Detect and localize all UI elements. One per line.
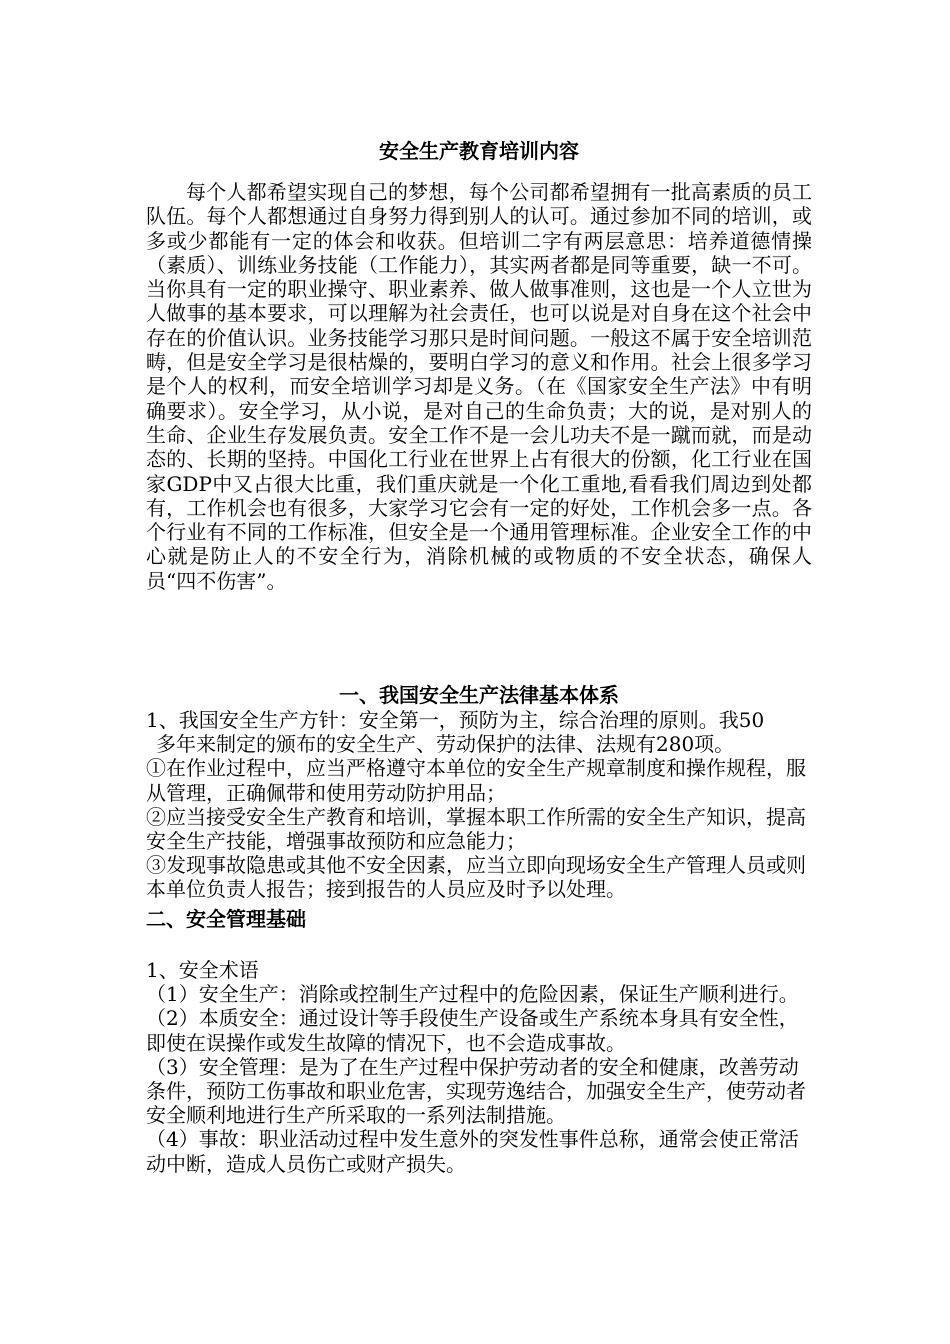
section2-term-4: （4）事故：职业活动过程中发生意外的突发性事件总称，通常会使正常活动中断，造成人员伤亡或财产损失。	[146, 1127, 799, 1176]
section1-body	[146, 708, 812, 902]
section2-term-3: （3）安全管理：是为了在生产过程中保护劳动者的安全和健康，改善劳动条件，预防工伤事故和职业危害，实现劳逸结合，加强安全生产，使劳动者安全顺利地进行生产所采取的一系列法制措施。	[146, 1054, 806, 1128]
section2-body	[146, 958, 812, 1176]
section1-item-3: ③发现事故隐患或其他不安全因素，应当立即向现场安全生产管理人员或则本单位负责人报告；接到报告的人员应及时予以处理。	[146, 853, 806, 902]
section1-policy-line1: 1、我国安全生产方针：安全第一，预防为主，综合治理的原则。我50	[146, 708, 765, 732]
document-title: 安全生产教育培训内容	[379, 139, 579, 163]
section1-heading: 一、我国安全生产法律基本体系	[339, 683, 619, 707]
section1-policy-line2: 多年来制定的颁布的安全生产、劳动保护的法律、法规有280项。	[156, 732, 735, 757]
intro-paragraph: 每个人都希望实现自己的梦想，每个公司都希望拥有一批高素质的员工队伍。每个人都想通过自身努力得到别人的认可。通过参加不同的培训，或多或少都能有一定的体会和收获。但培训二字有两层意思：培养道德情操（素质）、训练业务技能（工作能力），其实两者都是同等重要，缺一不可。当你具有一定的职业操守、职业素养、做人做事准则，这也是一个人立世为人做事的基本要求，可以理解为社会责任，也可以说是对自身在这个社会中存在的价值认识。业务技能学习那只是时间问题。一般这不属于安全培训范畴，但是安全学习是很枯燥的，要明白学习的意义和作用。社会上很多学习是个人的权利，而安全培训学习却是义务。（在《国家安全生产法》中有明确要求）。安全学习，从小说，是对自己的生命负责；大的说，是对别人的生命、企业生存发展负责。安全工作不是一会儿功夫不是一蹴而就，而是动态的、长期的坚持。中国化工行业在世界上占有很大的份额，化工行业在国家GDP中又占很大比重，我们重庆就是一个化工重地,看看我们周边到处都有，工作机会也有很多，大家学习它会有一定的好处，工作机会多一点。各个行业有不同的工作标准，但安全是一个通用管理标准。企业安全工作的中心就是防止人的不安全行为，消除机械的或物质的不安全状态，确保人员“四不伤害”。	[146, 180, 812, 593]
section2-term-2: （2）本质安全：通过设计等手段使生产设备或生产系统本身具有安全性，即使在误操作或发生故障的情况下，也不会造成事故。	[146, 1006, 799, 1055]
section2-term-1: （1）安全生产：消除或控制生产过程中的危险因素，保证生产顺利进行。	[146, 982, 799, 1007]
section2-subheading: 1、安全术语	[146, 958, 259, 982]
section2-heading: 二、安全管理基础	[146, 907, 306, 931]
section1-item-1: ①在作业过程中，应当严格遵守本单位的安全生产规章制度和操作规程，服从管理，正确佩带和使用劳动防护用品；	[146, 756, 806, 805]
section1-item-2: ②应当接受安全生产教育和培训，掌握本职工作所需的安全生产知识，提高安全生产技能，增强事故预防和应急能力；	[146, 804, 806, 854]
